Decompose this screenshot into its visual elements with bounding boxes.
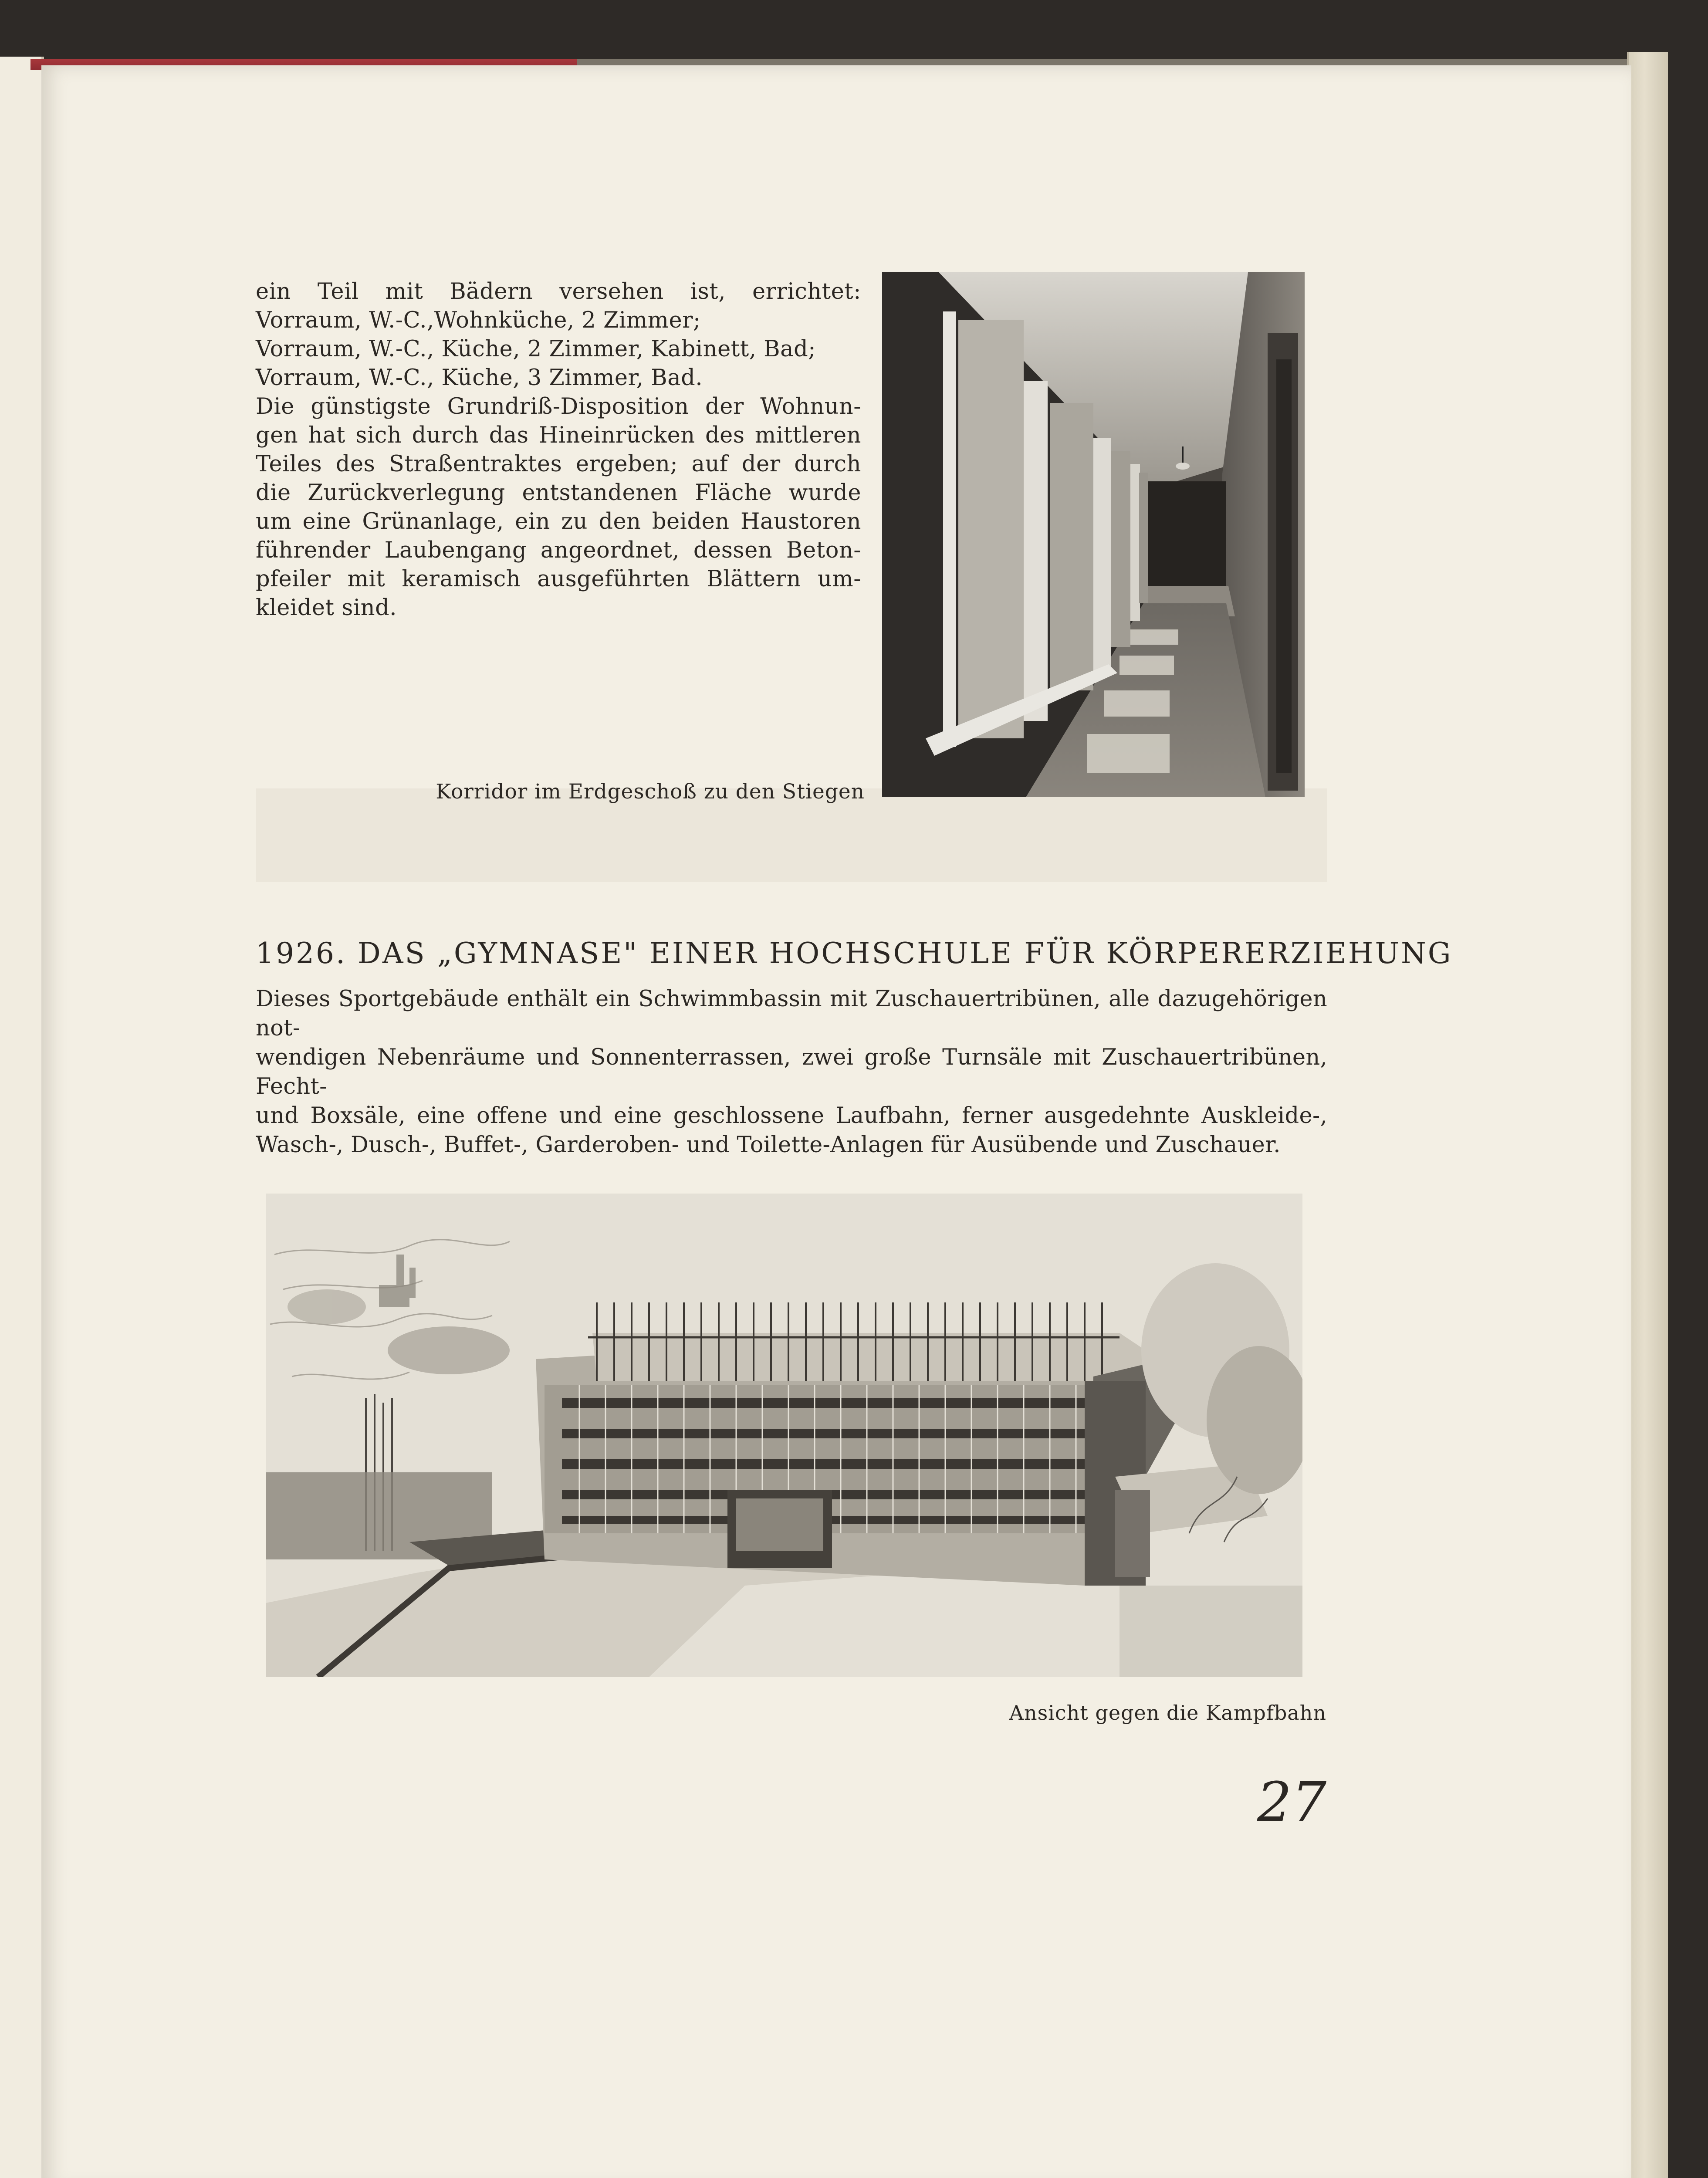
article-paragraph	[256, 277, 861, 622]
paragraph-line: Vorraum, W.-C., Küche, 3 Zimmer, Bad.	[256, 365, 703, 391]
section-heading: 1926. DAS „GYMNASE" EINER HOCHSCHULE FÜR KÖRPERERZIEHUNG	[256, 937, 1453, 970]
paragraph-line: ein Teil mit Bädern versehen ist, errichtet:	[256, 279, 861, 304]
paragraph-line: um eine Grünanlage, ein zu den beiden Haustoren	[256, 509, 861, 534]
paragraph-line: gen hat sich durch das Hineinrücken des mittleren	[256, 423, 861, 448]
paragraph-line: Vorraum, W.-C.,Wohnküche, 2 Zimmer;	[256, 308, 701, 333]
section-line: Dieses Sportgebäude enthält ein Schwimmbassin mit Zuschauertribünen, alle dazugehörigen not-	[256, 986, 1327, 1041]
right-book-cover	[1627, 52, 1668, 2178]
paragraph-line: Vorraum, W.-C., Küche, 2 Zimmer, Kabinett, Bad;	[256, 336, 816, 362]
paragraph-line: pfeiler mit keramisch ausgeführten Blättern um-	[256, 566, 861, 592]
paragraph-line: Die günstigste Grundriß-Disposition der Wohnun-	[256, 394, 861, 419]
section-line: und Boxsäle, eine offene und eine geschlossene Laufbahn, ferner ausgedehnte Auskleide-,	[256, 1103, 1327, 1129]
paragraph-line: kleidet sind.	[256, 595, 397, 621]
left-book-cover	[0, 57, 44, 2178]
page-number: 27	[1257, 1771, 1326, 1834]
section-line: wendigen Nebenräume und Sonnenterrassen, zwei große Turnsäle mit Zuschauertribünen, Fecht-	[256, 1045, 1327, 1099]
section-paragraph	[256, 984, 1327, 1160]
paragraph-line: führender Laubengang angeordnet, dessen Beton-	[256, 538, 861, 563]
section-line: Wasch-, Dusch-, Buffet-, Garderoben- und Toilette-Anlagen für Ausübende und Zuschauer.	[256, 1132, 1281, 1158]
corridor-illustration	[882, 272, 1305, 797]
building-rendering-photo	[266, 1194, 1302, 1677]
book-page	[41, 65, 1631, 2178]
corridor-photo	[882, 272, 1305, 797]
building-caption: Ansicht gegen die Kampfbahn	[1009, 1701, 1326, 1725]
paragraph-line: die Zurückverlegung entstandenen Fläche wurde	[256, 480, 861, 506]
building-illustration	[266, 1194, 1302, 1677]
corridor-caption: Korridor im Erdgeschoß zu den Stiegen	[436, 780, 865, 804]
paragraph-line: Teiles des Straßentraktes ergeben; auf der durch	[256, 451, 861, 477]
